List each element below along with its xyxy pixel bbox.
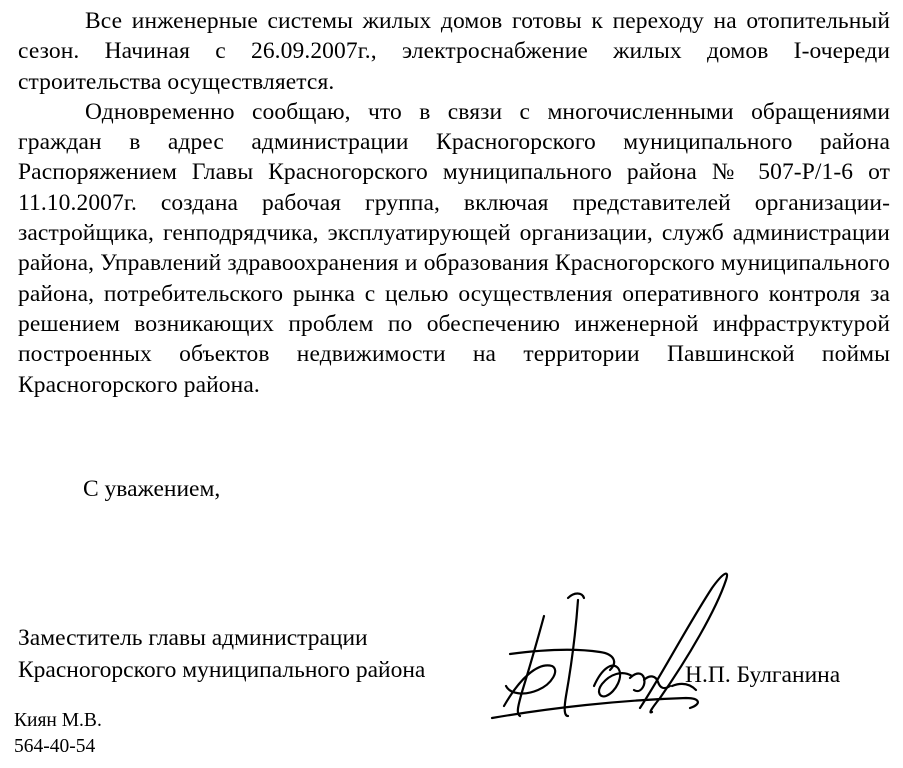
signatory-position [18,622,425,686]
executor-block [14,708,102,760]
signatory-position-line-2: Красногорского муниципального района [18,657,426,683]
letter-body [18,6,890,400]
executor-phone: 564-40-54 [14,736,96,757]
paragraph-working-group: Одновременно сообщаю, что в связи с многочисленными обращениями граждан в адрес администрации Красногорского муниципального района Распоряжением Главы Красногорского муниципального района № 507-Р/1-6 от 11.10.2007г. создана рабочая группа, включая представителей организации- застройщика, генподрядчика, эксплуатирующей организации, служб администрации района, Управлений здравоохранения и образования Красногорского муниципального района, потребительского рынка с целью осуществления оперативного контроля за решением возникающих проблем по обеспечению инженерной инфраструктурой построенных объектов недвижимости на территории Павшинской поймы Красногорского района. [18,98,890,398]
signatory-position-line-1: Заместитель главы администрации [18,625,368,651]
closing-phrase: С уважением, [83,476,221,502]
executor-name: Киян М.В. [14,710,102,731]
paragraph-heating-readiness: Все инженерные системы жилых домов готовы к переходу на отопительный сезон. Начиная с 26.09.2007г., электроснабжение жилых домов I-очереди строительства осуществляется. [18,8,890,95]
handwritten-signature [490,558,750,736]
signatory-name: Н.П. Булганина [685,662,841,688]
